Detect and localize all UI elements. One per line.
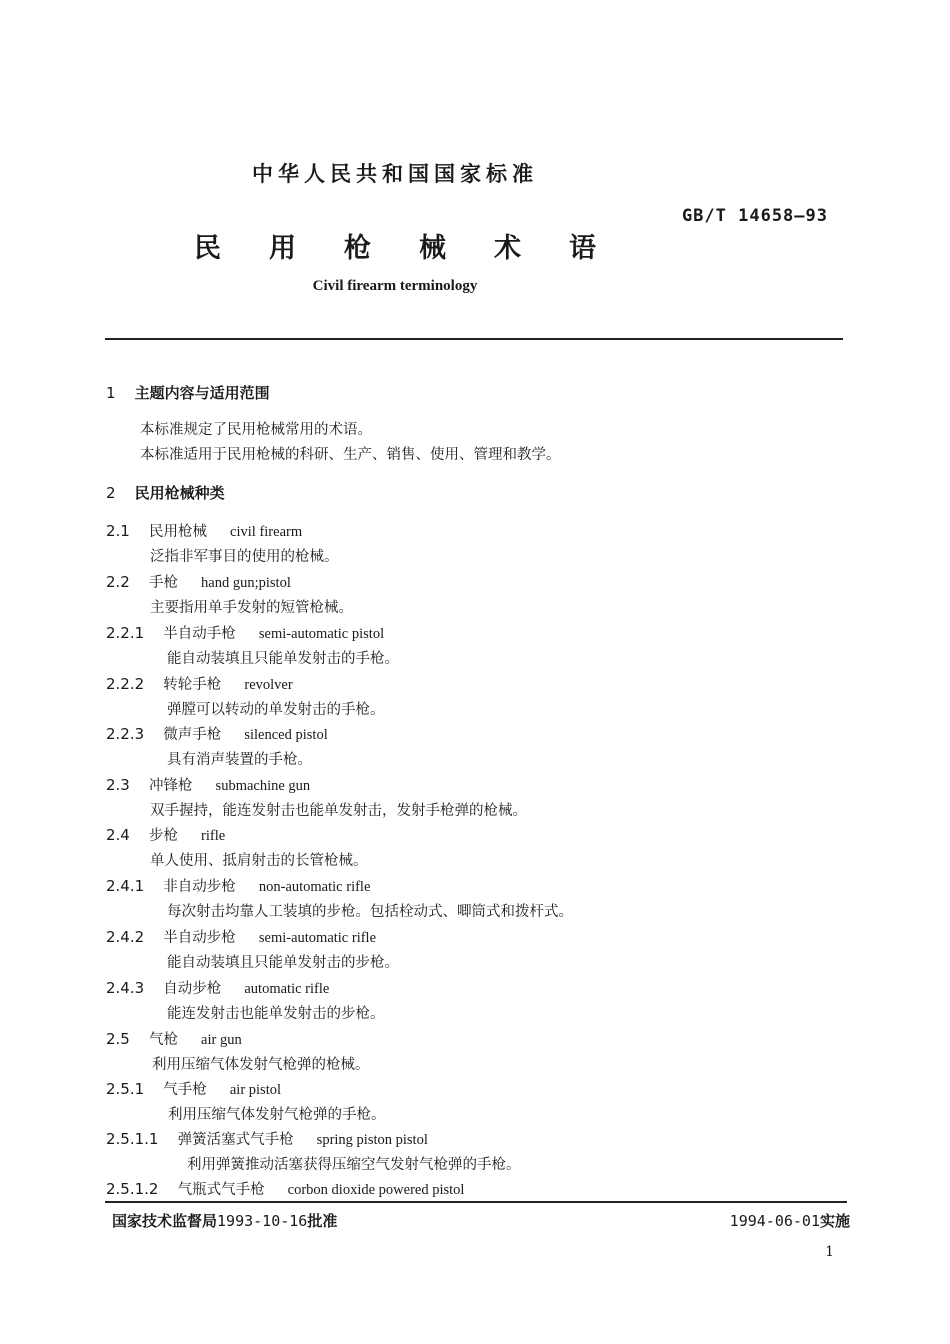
- entry-number: 2.5.1.1: [106, 1130, 159, 1148]
- entry-english: air pistol: [229, 1082, 282, 1098]
- entry-definition: 能连发射击也能单发射击的步枪。: [167, 1006, 385, 1022]
- section-title: 主题内容与适用范围: [134, 384, 270, 402]
- entry-term: 非自动步枪: [163, 879, 236, 895]
- entry-definition: 双手握持，能连发射击也能单发射击，发射手枪弹的枪械。: [150, 803, 527, 819]
- entry-definition: 能自动装填且只能单发射击的步枪。: [167, 955, 399, 971]
- entry-number: 2.4.2: [106, 928, 145, 946]
- entry-english: semi-automatic pistol: [258, 626, 385, 642]
- approver: 国家技术监督局: [112, 1212, 218, 1230]
- document-subtitle: Civil firearm terminology: [312, 278, 478, 294]
- entry-number: 2.2.2: [106, 675, 145, 693]
- entry-term-line: [106, 622, 384, 643]
- effective-line: [730, 1210, 850, 1231]
- entry-term: 冲锋枪: [148, 778, 193, 794]
- entry-number: 2.4: [106, 826, 130, 844]
- entry-english: spring piston pistol: [316, 1132, 428, 1148]
- entry-term-line: [106, 1128, 428, 1149]
- entry-definition: 单人使用、抵肩射击的长管枪械。: [150, 853, 368, 869]
- section-1-paragraph: 本标准规定了民用枪械常用的术语。: [140, 422, 372, 438]
- entry-term: 自动步枪: [163, 981, 222, 997]
- approval-line: [112, 1210, 337, 1231]
- entry-term: 半自动步枪: [163, 930, 236, 946]
- entry-english: air gun: [201, 1032, 242, 1048]
- entry-term: 半自动手枪: [163, 626, 236, 642]
- entry-term: 微声手枪: [163, 727, 222, 743]
- section-1-heading: [106, 382, 270, 403]
- entry-definition: 主要指用单手发射的短管枪械。: [150, 600, 353, 616]
- entry-term: 气手枪: [163, 1082, 207, 1098]
- entry-number: 2.1: [106, 522, 130, 540]
- entry-term-line: [106, 1028, 242, 1049]
- entry-term-line: [106, 824, 225, 845]
- entry-english: silenced pistol: [244, 727, 328, 743]
- entry-term: 弹簧活塞式气手枪: [177, 1132, 294, 1148]
- entry-number: 2.4.1: [106, 877, 145, 895]
- entry-term: 手枪: [148, 575, 178, 591]
- entry-definition: 弹膛可以转动的单发射击的手枪。: [167, 702, 385, 718]
- entry-term: 民用枪械: [148, 524, 207, 540]
- entry-english: corbon dioxide powered pistol: [287, 1182, 465, 1198]
- entry-term-line: [106, 875, 370, 896]
- page-number: 1: [825, 1244, 834, 1260]
- entry-definition: 利用弹簧推动活塞获得压缩空气发射气枪弹的手枪。: [187, 1157, 521, 1173]
- entry-term-line: [106, 1178, 464, 1199]
- entry-definition: 泛指非军事目的使用的枪械。: [150, 549, 339, 565]
- entry-number: 2.4.3: [106, 979, 145, 997]
- entry-number: 2.5.1: [106, 1080, 145, 1098]
- entry-term: 气枪: [148, 1032, 178, 1048]
- entry-english: civil firearm: [230, 524, 303, 540]
- document-title: 民用枪械术语: [194, 233, 644, 264]
- entry-term: 转轮手枪: [163, 677, 222, 693]
- national-standard-heading: 中华人民共和国国家标准: [252, 162, 538, 186]
- entry-number: 2.2: [106, 573, 130, 591]
- entry-term-line: [106, 723, 328, 744]
- entry-definition: 利用压缩气体发射气枪弹的枪械。: [152, 1057, 370, 1073]
- entry-english: non-automatic rifle: [258, 879, 371, 895]
- entry-term-line: [106, 673, 293, 694]
- entry-number: 2.5.1.2: [106, 1180, 159, 1198]
- top-divider: [105, 338, 843, 340]
- section-number: 1: [106, 384, 116, 402]
- approve-date: 1993-10-16: [217, 1212, 308, 1230]
- entry-english: submachine gun: [215, 778, 311, 794]
- entry-english: automatic rifle: [244, 981, 330, 997]
- entry-term-line: [106, 1078, 281, 1099]
- entry-term: 气瓶式气手枪: [177, 1182, 265, 1198]
- entry-term: 步枪: [148, 828, 178, 844]
- effective-suffix: 实施: [819, 1212, 850, 1230]
- entry-english: revolver: [244, 677, 293, 693]
- section-2-heading: [106, 482, 225, 503]
- section-title: 民用枪械种类: [134, 484, 225, 502]
- entry-english: rifle: [201, 828, 226, 844]
- approve-suffix: 批准: [307, 1212, 338, 1230]
- bottom-divider: [105, 1201, 847, 1203]
- entry-english: semi-automatic rifle: [258, 930, 377, 946]
- entry-number: 2.3: [106, 776, 130, 794]
- entry-term-line: [106, 520, 302, 541]
- entry-term-line: [106, 571, 291, 592]
- entry-term-line: [106, 774, 310, 795]
- entry-number: 2.2.1: [106, 624, 145, 642]
- standard-code: GB/T 14658—93: [681, 206, 828, 226]
- entry-definition: 利用压缩气体发射气枪弹的手枪。: [168, 1107, 386, 1123]
- entry-term-line: [106, 977, 329, 998]
- entry-number: 2.2.3: [106, 725, 145, 743]
- entry-english: hand gun;pistol: [201, 575, 291, 591]
- entry-definition: 每次射击均靠人工装填的步枪。包括栓动式、唧筒式和拨杆式。: [167, 904, 573, 920]
- section-number: 2: [106, 484, 116, 502]
- entry-term-line: [106, 926, 376, 947]
- entry-number: 2.5: [106, 1030, 130, 1048]
- effective-date: 1994-06-01: [729, 1212, 820, 1230]
- section-1-paragraph: 本标准适用于民用枪械的科研、生产、销售、使用、管理和教学。: [140, 447, 561, 463]
- entry-definition: 具有消声装置的手枪。: [167, 752, 312, 768]
- entry-definition: 能自动装填且只能单发射击的手枪。: [167, 651, 399, 667]
